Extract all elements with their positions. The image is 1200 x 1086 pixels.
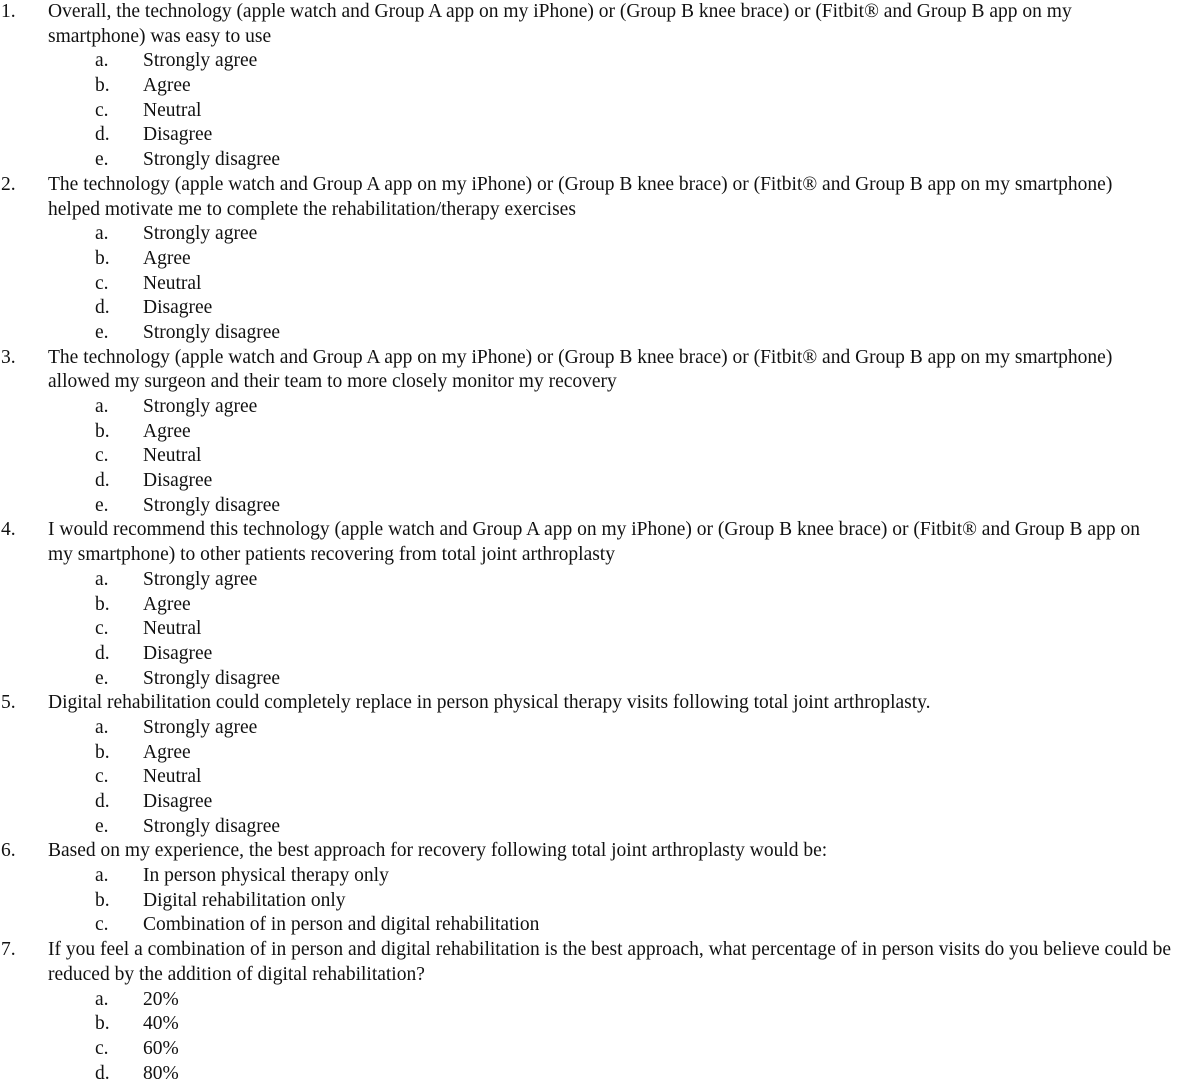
answer-option xyxy=(0,296,1200,321)
answer-option xyxy=(0,741,1200,766)
option-letter: b. xyxy=(95,593,110,618)
option-letter: a. xyxy=(95,222,109,247)
question-text-line: I would recommend this technology (apple watch and Group A app on my iPhone) or (Group B knee brace) or (Fitbit® and Group B app on xyxy=(48,518,1198,543)
question-text xyxy=(48,346,1198,395)
option-list xyxy=(0,988,1200,1086)
question-5 xyxy=(0,691,1200,839)
option-letter: b. xyxy=(95,247,110,272)
question-text xyxy=(48,938,1198,987)
option-list xyxy=(0,395,1200,518)
option-label: Disagree xyxy=(143,296,212,321)
option-letter: c. xyxy=(95,272,109,297)
answer-option xyxy=(0,988,1200,1013)
option-letter: e. xyxy=(95,494,109,519)
option-list xyxy=(0,49,1200,172)
option-label: Agree xyxy=(143,741,191,766)
question-text xyxy=(48,839,1198,864)
option-label: Disagree xyxy=(143,469,212,494)
answer-option xyxy=(0,568,1200,593)
option-label: Strongly agree xyxy=(143,49,257,74)
answer-option xyxy=(0,889,1200,914)
question-text-line: The technology (apple watch and Group A app on my iPhone) or (Group B knee brace) or (Fitbit® and Group B app on my smartphone) xyxy=(48,346,1198,371)
question-number: 4. xyxy=(1,518,41,543)
option-label: Strongly disagree xyxy=(143,667,280,692)
option-label: Agree xyxy=(143,420,191,445)
option-label: Strongly agree xyxy=(143,395,257,420)
answer-option xyxy=(0,1037,1200,1062)
question-number: 3. xyxy=(1,346,41,371)
option-list xyxy=(0,864,1200,938)
option-label: Neutral xyxy=(143,617,201,642)
question-text-line: Based on my experience, the best approach for recovery following total joint arthroplasty would be: xyxy=(48,839,1198,864)
answer-option xyxy=(0,74,1200,99)
option-label: Strongly disagree xyxy=(143,494,280,519)
option-label: Agree xyxy=(143,247,191,272)
option-letter: b. xyxy=(95,420,110,445)
answer-option xyxy=(0,395,1200,420)
answer-option xyxy=(0,864,1200,889)
answer-option xyxy=(0,617,1200,642)
question-1 xyxy=(0,0,1200,173)
option-letter: e. xyxy=(95,667,109,692)
answer-option xyxy=(0,642,1200,667)
answer-option xyxy=(0,593,1200,618)
question-number: 1. xyxy=(1,0,41,25)
option-label: In person physical therapy only xyxy=(143,864,389,889)
answer-option xyxy=(0,247,1200,272)
option-label: Strongly agree xyxy=(143,716,257,741)
option-letter: a. xyxy=(95,864,109,889)
option-letter: d. xyxy=(95,1062,110,1086)
option-letter: d. xyxy=(95,642,110,667)
option-label: Neutral xyxy=(143,765,201,790)
option-letter: a. xyxy=(95,395,109,420)
option-letter: b. xyxy=(95,1012,110,1037)
option-label: Neutral xyxy=(143,272,201,297)
question-text-line: The technology (apple watch and Group A app on my iPhone) or (Group B knee brace) or (Fitbit® and Group B app on my smartphone) xyxy=(48,173,1198,198)
answer-option xyxy=(0,469,1200,494)
option-letter: a. xyxy=(95,716,109,741)
answer-option xyxy=(0,716,1200,741)
answer-option xyxy=(0,49,1200,74)
question-number: 7. xyxy=(1,938,41,963)
answer-option xyxy=(0,494,1200,519)
question-number: 6. xyxy=(1,839,41,864)
option-letter: b. xyxy=(95,74,110,99)
option-letter: b. xyxy=(95,889,110,914)
question-text-line: my smartphone) to other patients recovering from total joint arthroplasty xyxy=(48,543,1198,568)
option-letter: c. xyxy=(95,1037,109,1062)
question-text-line: Overall, the technology (apple watch and Group A app on my iPhone) or (Group B knee brace) or (Fitbit® and Group B app on my xyxy=(48,0,1198,25)
option-letter: b. xyxy=(95,741,110,766)
option-letter: d. xyxy=(95,790,110,815)
option-letter: c. xyxy=(95,617,109,642)
option-letter: d. xyxy=(95,123,110,148)
option-label: 40% xyxy=(143,1012,179,1037)
question-3 xyxy=(0,346,1200,519)
question-text-line: Digital rehabilitation could completely replace in person physical therapy visits following total joint arthroplasty. xyxy=(48,691,1198,716)
answer-option xyxy=(0,667,1200,692)
question-text-line: If you feel a combination of in person and digital rehabilitation is the best approach, what percentage of in person visits do you believe could be xyxy=(48,938,1198,963)
question-7 xyxy=(0,938,1200,1086)
question-text-line: allowed my surgeon and their team to more closely monitor my recovery xyxy=(48,370,1198,395)
option-label: Digital rehabilitation only xyxy=(143,889,346,914)
option-letter: c. xyxy=(95,99,109,124)
option-letter: a. xyxy=(95,49,109,74)
option-letter: e. xyxy=(95,815,109,840)
answer-option xyxy=(0,444,1200,469)
option-label: Neutral xyxy=(143,99,201,124)
option-label: Strongly agree xyxy=(143,222,257,247)
option-label: Neutral xyxy=(143,444,201,469)
question-6 xyxy=(0,839,1200,938)
question-number: 5. xyxy=(1,691,41,716)
option-label: Strongly disagree xyxy=(143,148,280,173)
question-text xyxy=(48,173,1198,222)
option-letter: d. xyxy=(95,296,110,321)
option-letter: d. xyxy=(95,469,110,494)
option-list xyxy=(0,222,1200,345)
option-label: 60% xyxy=(143,1037,179,1062)
option-label: Agree xyxy=(143,74,191,99)
option-list xyxy=(0,568,1200,691)
answer-option xyxy=(0,765,1200,790)
answer-option xyxy=(0,99,1200,124)
option-letter: a. xyxy=(95,988,109,1013)
option-letter: c. xyxy=(95,913,109,938)
answer-option xyxy=(0,321,1200,346)
option-list xyxy=(0,716,1200,839)
answer-option xyxy=(0,148,1200,173)
option-label: Agree xyxy=(143,593,191,618)
question-text-line: helped motivate me to complete the rehabilitation/therapy exercises xyxy=(48,198,1198,223)
option-label: Strongly disagree xyxy=(143,815,280,840)
option-label: Disagree xyxy=(143,790,212,815)
answer-option xyxy=(0,420,1200,445)
question-text-line: smartphone) was easy to use xyxy=(48,25,1198,50)
option-label: Strongly disagree xyxy=(143,321,280,346)
option-letter: c. xyxy=(95,444,109,469)
option-letter: e. xyxy=(95,148,109,173)
question-number: 2. xyxy=(1,173,41,198)
question-text xyxy=(48,0,1198,49)
answer-option xyxy=(0,1012,1200,1037)
option-label: Strongly agree xyxy=(143,568,257,593)
answer-option xyxy=(0,1062,1200,1086)
answer-option xyxy=(0,272,1200,297)
question-4 xyxy=(0,518,1200,691)
option-label: 80% xyxy=(143,1062,179,1086)
answer-option xyxy=(0,913,1200,938)
option-label: Disagree xyxy=(143,123,212,148)
question-text xyxy=(48,691,1198,716)
option-label: Combination of in person and digital rehabilitation xyxy=(143,913,539,938)
question-2 xyxy=(0,173,1200,346)
answer-option xyxy=(0,222,1200,247)
option-letter: a. xyxy=(95,568,109,593)
option-label: Disagree xyxy=(143,642,212,667)
answer-option xyxy=(0,815,1200,840)
option-letter: e. xyxy=(95,321,109,346)
option-letter: c. xyxy=(95,765,109,790)
question-text xyxy=(48,518,1198,567)
answer-option xyxy=(0,123,1200,148)
option-label: 20% xyxy=(143,988,179,1013)
question-text-line: reduced by the addition of digital rehabilitation? xyxy=(48,963,1198,988)
answer-option xyxy=(0,790,1200,815)
